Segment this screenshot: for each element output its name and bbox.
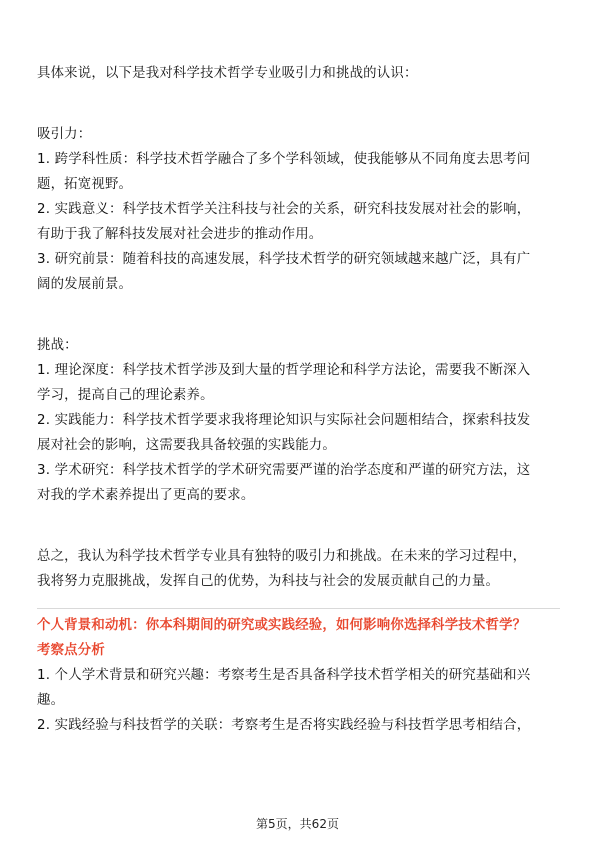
attraction-heading: 吸引力：: [37, 127, 92, 142]
spacer: [37, 86, 560, 122]
attraction-item-2-line-2: 有助于我了解科技发展对社会进步的推动作用。: [37, 227, 323, 242]
attraction-item-2-line-1: 2. 实践意义：科学技术哲学关注科技与社会的关系，研究科技发展对社会的影响，: [37, 202, 531, 217]
spacer: [37, 508, 560, 544]
analysis-heading: 考察点分析: [37, 643, 105, 658]
spacer: [37, 297, 560, 333]
conclusion-line-2: 我将努力克服挑战，发挥自己的优势，为科技与社会的发展贡献自己的力量。: [37, 574, 500, 589]
page-footer: 第5页，共62页: [256, 817, 339, 831]
analysis-item-1-line-2: 趣。: [37, 693, 65, 708]
attraction-item-3-line-1: 3. 研究前景：随着科技的高速发展，科学技术哲学的研究领域越来越广泛，具有广: [37, 252, 531, 267]
intro-paragraph: 具体来说，以下是我对科学技术哲学专业吸引力和挑战的认识：: [37, 66, 418, 81]
challenge-item-3-line-2: 对我的学术素养提出了更高的要求。: [37, 488, 255, 503]
section-divider: [37, 608, 560, 609]
challenge-item-2-line-2: 展对社会的影响，这需要我具备较强的实践能力。: [37, 438, 336, 453]
attraction-item-1-line-1: 1. 跨学科性质：科学技术哲学融合了多个学科领域，使我能够从不同角度去思考问: [37, 152, 531, 167]
analysis-item-1-line-1: 1. 个人学术背景和研究兴趣：考察考生是否具备科学技术哲学相关的研究基础和兴: [37, 668, 531, 683]
page-content: [37, 61, 560, 738]
conclusion-line-1: 总之，我认为科学技术哲学专业具有独特的吸引力和挑战。在未来的学习过程中，: [37, 549, 527, 564]
interview-question: 个人背景和动机：你本科期间的研究或实践经验，如何影响你选择科学技术哲学？: [37, 618, 527, 633]
challenge-item-1-line-2: 学习，提高自己的理论素养。: [37, 388, 214, 403]
attraction-item-1-line-2: 题，拓宽视野。: [37, 177, 133, 192]
challenge-item-2-line-1: 2. 实践能力：科学技术哲学要求我将理论知识与实际社会问题相结合，探索科技发: [37, 413, 531, 428]
challenge-heading: 挑战：: [37, 338, 78, 353]
challenge-item-1-line-1: 1. 理论深度：科学技术哲学涉及到大量的哲学理论和科学方法论，需要我不断深入: [37, 363, 531, 378]
attraction-item-3-line-2: 阔的发展前景。: [37, 277, 133, 292]
analysis-item-2-line-1: 2. 实践经验与科技哲学的关联：考察考生是否将实践经验与科技哲学思考相结合，: [37, 718, 531, 733]
challenge-item-3-line-1: 3. 学术研究：科学技术哲学的学术研究需要严谨的治学态度和严谨的研究方法，这: [37, 463, 531, 478]
